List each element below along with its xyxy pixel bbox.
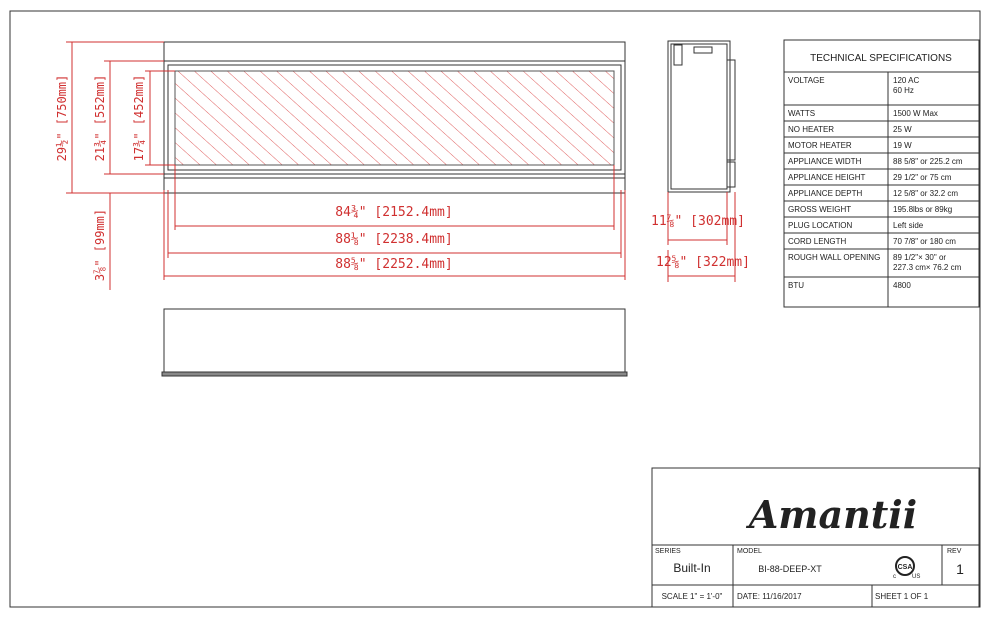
- spec-row-label: APPLIANCE DEPTH: [788, 189, 863, 198]
- dim-height-lower: 3⅞" [99mm]: [93, 208, 107, 282]
- spec-row-value-line2: 227.3 cm× 76.2 cm: [893, 263, 962, 272]
- spec-row-label: CORD LENGTH: [788, 237, 847, 246]
- front-view: [164, 42, 625, 193]
- spec-table: [784, 40, 979, 307]
- dim-height-total: 29½" [750mm]: [55, 74, 69, 162]
- top-view: [162, 309, 627, 376]
- vertical-dimensions: [66, 42, 175, 290]
- spec-row-label: WATTS: [788, 109, 816, 118]
- dim-height-mid: 21¾" [552mm]: [93, 74, 107, 162]
- spec-row-value-line2: 60 Hz: [893, 86, 914, 95]
- spec-row-value: 29 1/2" or 75 cm: [893, 173, 952, 182]
- spec-row-label: VOLTAGE: [788, 76, 825, 85]
- dim-width-mid: 88⅛" [2238.4mm]: [335, 232, 453, 247]
- date-text: DATE: 11/16/2017: [737, 592, 802, 601]
- spec-row-label: BTU: [788, 281, 804, 290]
- front-lower-trim: [164, 174, 625, 193]
- spec-row-label: MOTOR HEATER: [788, 141, 852, 150]
- dim-width-glass: 84¾" [2152.4mm]: [335, 205, 453, 220]
- sheet-text: SHEET 1 OF 1: [875, 592, 929, 601]
- front-glass-hatch: [175, 71, 614, 165]
- brand-logo: Amantii: [748, 492, 918, 537]
- svg-text:CSA: CSA: [897, 564, 913, 571]
- spec-row-value: 12 5/8" or 32.2 cm: [893, 189, 959, 198]
- spec-row-label: NO HEATER: [788, 125, 835, 134]
- spec-row-value: 88 5/8" or 225.2 cm: [893, 157, 963, 166]
- spec-row-value: 89 1/2"× 30" or: [893, 253, 947, 262]
- rev-value: 1: [956, 561, 964, 577]
- svg-text:c: c: [893, 574, 896, 580]
- spec-title: TECHNICAL SPECIFICATIONS: [810, 53, 952, 64]
- title-block: [652, 468, 979, 607]
- side-view: [668, 41, 735, 192]
- spec-row-value: 19 W: [893, 141, 912, 150]
- spec-row-label: ROUGH WALL OPENING: [788, 253, 881, 262]
- dim-side-depth: 11⅞" [302mm]: [651, 214, 745, 229]
- spec-row-label: APPLIANCE WIDTH: [788, 157, 862, 166]
- series-label: SERIES: [655, 548, 681, 555]
- front-outer-frame: [164, 42, 625, 61]
- spec-row-label: PLUG LOCATION: [788, 221, 853, 230]
- model-label: MODEL: [737, 548, 762, 555]
- spec-row-label: APPLIANCE HEIGHT: [788, 173, 866, 182]
- dim-height-glass: 17¾" [452mm]: [132, 74, 146, 162]
- series-value: Built-In: [673, 561, 711, 575]
- rev-label: REV: [947, 548, 962, 555]
- dim-width-total: 88⅝" [2252.4mm]: [335, 257, 453, 272]
- spec-row-value: Left side: [893, 221, 924, 230]
- spec-row-value: 70 7/8" or 180 cm: [893, 237, 956, 246]
- spec-row-label: GROSS WEIGHT: [788, 205, 852, 214]
- dim-side-total-depth: 12⅝" [322mm]: [656, 255, 750, 270]
- model-value: BI-88-DEEP-XT: [758, 564, 822, 574]
- spec-row-value: 120 AC: [893, 76, 920, 85]
- spec-row-value: 25 W: [893, 125, 912, 134]
- spec-row-value: 195.8lbs or 89kg: [893, 205, 953, 214]
- scale-text: SCALE 1" = 1'-0": [661, 592, 723, 601]
- spec-row-value: 1500 W Max: [893, 109, 938, 118]
- svg-text:US: US: [912, 574, 921, 580]
- spec-row-value: 4800: [893, 281, 911, 290]
